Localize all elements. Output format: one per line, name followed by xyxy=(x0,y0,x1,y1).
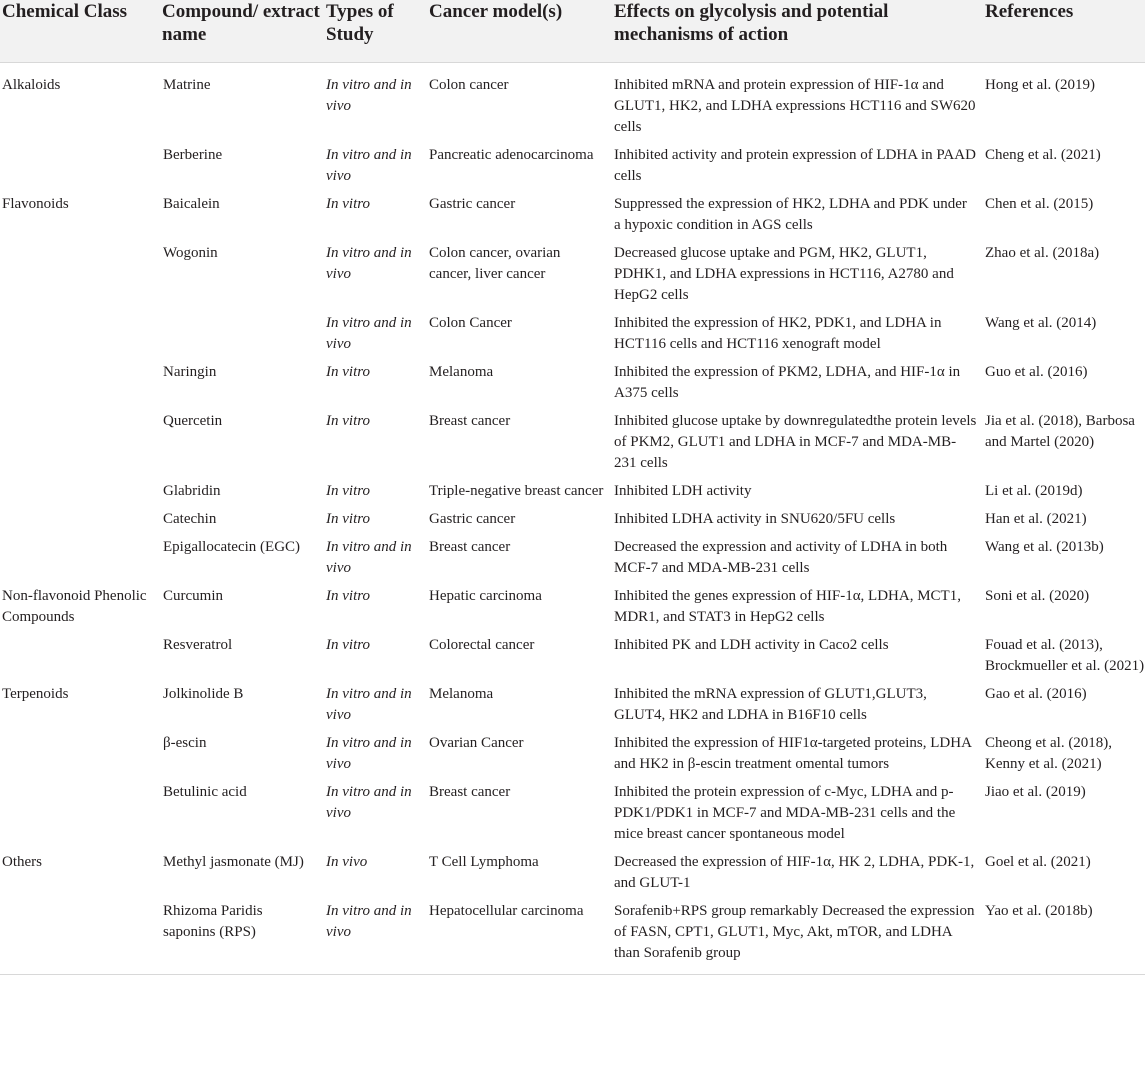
chemical-class-cell xyxy=(0,633,160,682)
study-type-cell: In vitro xyxy=(326,637,371,653)
study-type-cell: In vitro xyxy=(326,588,371,604)
compound-cell: Betulinic acid xyxy=(163,784,247,800)
chemical-class-cell: Non-flavonoid Phenolic Compounds xyxy=(2,588,147,625)
table-row xyxy=(0,899,1145,975)
effects-cell: Inhibited the expression of PKM2, LDHA, and HIF-1α in A375 cells xyxy=(614,364,961,401)
table-header xyxy=(0,0,1145,63)
chemical-class-cell xyxy=(0,360,160,409)
study-type-cell: In vivo xyxy=(326,854,368,870)
references-cell: Chen et al. (2015) xyxy=(985,196,1094,212)
header-row xyxy=(0,0,1145,63)
references-cell: Li et al. (2019d) xyxy=(985,483,1083,499)
references-cell: Wang et al. (2013b) xyxy=(985,539,1104,555)
references-cell: Jia et al. (2018), Barbosa and Martel (2020) xyxy=(985,413,1135,450)
references-cell: Gao et al. (2016) xyxy=(985,686,1087,702)
compound-cell: Glabridin xyxy=(163,483,221,499)
effects-cell: Inhibited glucose uptake by downregulatedthe protein levels of PKM2, GLUT1 and LDHA in MCF-7 and MDA-MB-231 cells xyxy=(614,413,977,471)
chemical-class-cell xyxy=(0,241,160,311)
study-type-cell: In vitro and in vivo xyxy=(326,77,412,114)
compound-cell: Rhizoma Paridis saponins (RPS) xyxy=(160,899,324,975)
table-row xyxy=(0,780,1145,850)
compound-cell: Epigallocatecin (EGC) xyxy=(163,539,301,555)
cancer-model-cell: Colon Cancer xyxy=(429,315,512,331)
study-type-cell: In vitro xyxy=(326,364,371,380)
cancer-model-cell: T Cell Lymphoma xyxy=(429,854,539,870)
table-row xyxy=(0,241,1145,311)
effects-cell: Inhibited LDH activity xyxy=(614,483,752,499)
table-row xyxy=(0,311,1145,360)
compound-cell: Curcumin xyxy=(163,588,223,604)
compound-cell: Wogonin xyxy=(163,245,218,261)
cancer-model-cell: Melanoma xyxy=(429,364,494,380)
chemical-class-cell: Others xyxy=(2,854,42,870)
table-row xyxy=(0,192,1145,241)
chemical-class-cell: Alkaloids xyxy=(2,77,61,93)
chemical-class-cell: Terpenoids xyxy=(2,686,69,702)
cancer-model-cell: Hepatocellular carcinoma xyxy=(427,899,612,975)
chemical-class-cell xyxy=(0,535,160,584)
table-row xyxy=(0,584,1145,633)
cancer-model-cell: Melanoma xyxy=(429,686,494,702)
effects-cell: Decreased the expression and activity of LDHA in both MCF-7 and MDA-MB-231 cells xyxy=(614,539,948,576)
study-type-cell: In vitro and in vivo xyxy=(326,147,412,184)
chemical-class-cell xyxy=(0,507,160,535)
references-cell: Jiao et al. (2019) xyxy=(985,784,1086,800)
references-cell: Soni et al. (2020) xyxy=(985,588,1090,604)
cancer-model-cell: Hepatic carcinoma xyxy=(429,588,542,604)
table-row xyxy=(0,633,1145,682)
cancer-model-cell: Colon cancer xyxy=(429,77,509,93)
cancer-model-cell: Gastric cancer xyxy=(429,511,516,527)
compound-cell: Methyl jasmonate (MJ) xyxy=(163,854,304,870)
chemical-class-cell xyxy=(0,780,160,850)
chemical-class-cell: Flavonoids xyxy=(2,196,69,212)
cancer-model-cell: Colorectal cancer xyxy=(429,637,535,653)
table-body xyxy=(0,63,1145,975)
table-row xyxy=(0,731,1145,780)
table-row xyxy=(0,143,1145,192)
effects-cell: Inhibited LDHA activity in SNU620/5FU cells xyxy=(614,511,896,527)
cancer-model-cell: Triple-negative breast cancer xyxy=(429,483,604,499)
cancer-model-cell: Pancreatic adenocarcinoma xyxy=(429,147,594,163)
effects-cell: Inhibited activity and protein expression of LDHA in PAAD cells xyxy=(614,147,976,184)
header-references: References xyxy=(983,0,1145,63)
cancer-model-cell: Ovarian Cancer xyxy=(429,735,524,751)
compound-cell: Resveratrol xyxy=(163,637,233,653)
study-type-cell: In vitro and in vivo xyxy=(326,539,412,576)
compound-cell: Matrine xyxy=(163,77,211,93)
effects-cell: Inhibited the mRNA expression of GLUT1,GLUT3, GLUT4, HK2 and LDHA in B16F10 cells xyxy=(614,686,927,723)
chemical-class-cell xyxy=(0,479,160,507)
references-cell: Han et al. (2021) xyxy=(985,511,1087,527)
effects-cell: Decreased the expression of HIF-1α, HK 2, LDHA, PDK-1, and GLUT-1 xyxy=(614,854,975,891)
study-type-cell: In vitro xyxy=(326,196,371,212)
effects-cell: Inhibited mRNA and protein expression of HIF-1α and GLUT1, HK2, and LDHA expressions HCT116 and SW620 cells xyxy=(614,77,976,135)
cancer-model-cell: Breast cancer xyxy=(429,784,511,800)
references-cell: Zhao et al. (2018a) xyxy=(985,245,1100,261)
study-type-cell: In vitro and in vivo xyxy=(326,315,412,352)
cancer-model-cell: Breast cancer xyxy=(429,539,511,555)
cancer-model-cell: Breast cancer xyxy=(429,413,511,429)
compound-cell: Quercetin xyxy=(163,413,223,429)
compound-cell: β-escin xyxy=(163,735,207,751)
study-type-cell: In vitro and in vivo xyxy=(326,686,412,723)
effects-cell: Decreased glucose uptake and PGM, HK2, GLUT1, PDHK1, and LDHA expressions in HCT116, A2780 and HepG2 cells xyxy=(614,245,954,303)
header-compound: Compound/ extract name xyxy=(160,0,324,63)
header-study-type: Types of Study xyxy=(324,0,427,63)
effects-cell: Inhibited PK and LDH activity in Caco2 cells xyxy=(614,637,889,653)
table-row xyxy=(0,535,1145,584)
chemical-class-cell xyxy=(0,143,160,192)
references-cell: Cheong et al. (2018), Kenny et al. (2021) xyxy=(985,735,1113,772)
table-row xyxy=(0,682,1145,731)
study-type-cell: In vitro xyxy=(326,483,371,499)
study-type-cell: In vitro xyxy=(326,413,371,429)
table-row xyxy=(0,507,1145,535)
compound-cell: Catechin xyxy=(163,511,217,527)
references-cell: Fouad et al. (2013), Brockmueller et al. (2021) xyxy=(985,637,1145,674)
study-type-cell: In vitro and in vivo xyxy=(326,245,412,282)
table-row xyxy=(0,479,1145,507)
effects-cell: Inhibited the expression of HK2, PDK1, and LDHA in HCT116 cells and HCT116 xenograft model xyxy=(614,315,942,352)
compound-cell: Berberine xyxy=(163,147,223,163)
effects-cell: Suppressed the expression of HK2, LDHA and PDK under a hypoxic condition in AGS cells xyxy=(614,196,967,233)
effects-cell: Inhibited the expression of HIF1α-targeted proteins, LDHA and HK2 in β-escin treatment omental tumors xyxy=(614,735,972,772)
table-row xyxy=(0,409,1145,479)
effects-cell: Inhibited the genes expression of HIF-1α, LDHA, MCT1, MDR1, and STAT3 in HepG2 cells xyxy=(614,588,961,625)
references-cell: Wang et al. (2014) xyxy=(985,315,1097,331)
study-type-cell: In vitro and in vivo xyxy=(326,784,412,821)
header-chemical-class: Chemical Class xyxy=(0,0,160,63)
table-row xyxy=(0,360,1145,409)
references-cell: Hong et al. (2019) xyxy=(985,77,1095,93)
references-cell: Cheng et al. (2021) xyxy=(985,147,1101,163)
spacer-row xyxy=(0,63,1145,74)
cancer-model-cell: Colon cancer, ovarian cancer, liver cancer xyxy=(429,245,561,282)
chemical-class-cell xyxy=(0,899,160,975)
study-type-cell: In vitro and in vivo xyxy=(324,899,427,975)
study-type-cell: In vitro and in vivo xyxy=(326,735,412,772)
study-type-cell: In vitro xyxy=(326,511,371,527)
references-cell: Yao et al. (2018b) xyxy=(983,899,1145,975)
chemical-class-cell xyxy=(0,311,160,360)
header-effects: Effects on glycolysis and potential mechanisms of action xyxy=(612,0,983,63)
compound-cell: Jolkinolide B xyxy=(163,686,244,702)
header-cancer-model: Cancer model(s) xyxy=(427,0,612,63)
chemical-class-cell xyxy=(0,409,160,479)
table-row xyxy=(0,850,1145,899)
compound-cell: Baicalein xyxy=(163,196,220,212)
compound-cell: Naringin xyxy=(163,364,217,380)
references-cell: Guo et al. (2016) xyxy=(985,364,1088,380)
references-cell: Goel et al. (2021) xyxy=(985,854,1091,870)
cancer-model-cell: Gastric cancer xyxy=(429,196,516,212)
effects-cell: Sorafenib+RPS group remarkably Decreased the expression of FASN, CPT1, GLUT1, Myc, Akt, mTOR, and LDHA than Sorafenib group xyxy=(612,899,983,975)
chemical-class-cell xyxy=(0,731,160,780)
table-row xyxy=(0,73,1145,143)
effects-cell: Inhibited the protein expression of c-Myc, LDHA and p-PDK1/PDK1 in MCF-7 and MDA-MB-231 cells and the mice breast cancer spontaneous model xyxy=(614,784,956,842)
compound-cell xyxy=(160,311,324,360)
